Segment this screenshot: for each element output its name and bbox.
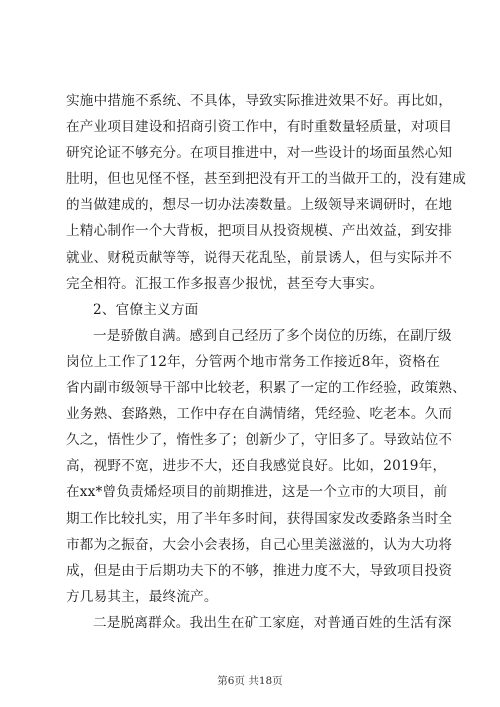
text-line: 就业、财税贡献等等，说得天花乱坠，前景诱人，但与实际并不	[66, 249, 453, 266]
text-line: 的当做建成的，想尽一切办法凑数量。上级领导来调研时，在地	[66, 197, 453, 214]
page-number-footer: 第6页 共18页	[217, 675, 283, 687]
text-line: 成，但是由于后期功夫下的不够，推进力度不大，导致项目投资	[66, 562, 453, 579]
text-line: 高，视野不宽，进步不大，还自我感觉良好。比如，2019年，	[66, 458, 447, 475]
text-line: 岗位上工作了12年，分管两个地市常务工作接近8年，资格在	[66, 353, 440, 370]
text-line: 方几易其主，最终流产。	[66, 588, 218, 605]
text-line: 一是骄傲自满。感到自己经历了多个岗位的历练，在副厅级	[93, 327, 452, 344]
text-line: 研究论证不够充分。在项目推进中，对一些设计的场面虽然心知	[66, 145, 453, 162]
text-line: 肚明，但也见怪不怪，甚至到把没有开工的当做开工的，没有建成	[66, 171, 467, 188]
text-line: 省内副市级领导干部中比较老，积累了一定的工作经验，政策熟、	[66, 380, 467, 397]
section-heading: 2、官僚主义方面	[93, 301, 199, 318]
text-line: 在产业项目建设和招商引资工作中，有时重数量轻质量，对项目	[66, 119, 453, 136]
text-line: 期工作比较扎实，用了半年多时间，获得国家发改委路条当时全	[66, 510, 453, 527]
text-line: 二是脱离群众。我出生在矿工家庭，对普通百姓的生活有深	[93, 614, 452, 631]
document-body	[66, 88, 467, 636]
text-line: 市都为之振奋，大会小会表扬，自己心里美滋滋的，认为大功将	[66, 536, 453, 553]
text-line: 上精心制作一个大背板，把项目从投资规模、产出效益，到安排	[66, 223, 453, 240]
text-line: 实施中措施不系统、不具体，导致实际推进效果不好。再比如，	[66, 93, 453, 109]
text-line: 业务熟、套路熟，工作中存在自满情绪，凭经验、吃老本。久而	[66, 406, 453, 423]
text-line: 完全相符。汇报工作多报喜少报忧，甚至夸大事实。	[66, 275, 384, 292]
text-line: 在xx*曾负责烯烃项目的前期推进，这是一个立市的大项目，前	[66, 484, 448, 501]
text-line: 久之，悟性少了，惰性多了；创新少了，守旧多了。导致站位不	[66, 432, 453, 449]
